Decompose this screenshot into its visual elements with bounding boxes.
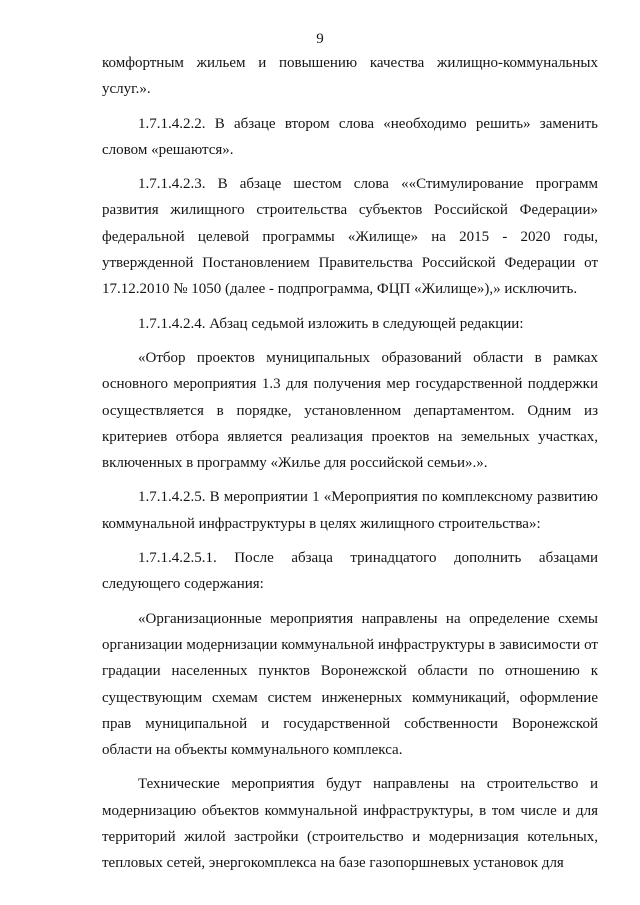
paragraph-2: 1.7.1.4.2.2. В абзаце втором слова «необходимо решить» заменить словом «решаются». [102, 115, 598, 158]
paragraph-4: 1.7.1.4.2.4. Абзац седьмой изложить в следующей редакции: [138, 315, 524, 332]
paragraph-8: «Организационные мероприятия направлены на определение схемы организации модернизации коммунальной инфраструктуры в зависимости от градации населенных пунктов Воронежской области по отношению к существующим схемам систем инженерных коммуникаций, оформление прав муниципальной и государственной собственности Воронежской области на объекты коммунального комплекса. [102, 610, 598, 759]
paragraph-1: комфортным жильем и повышению качества жилищно-коммунальных услуг.». [102, 55, 598, 98]
document-body [102, 50, 598, 877]
paragraph-6: 1.7.1.4.2.5. В мероприятии 1 «Мероприятия по комплексному развитию коммунальной инфраструктуры в целях жилищного строительства»: [102, 489, 598, 532]
page-number: 9 [316, 31, 324, 47]
paragraph-7: 1.7.1.4.2.5.1. После абзаца тринадцатого дополнить абзацами следующего содержания: [102, 550, 598, 593]
paragraph-5: «Отбор проектов муниципальных образований области в рамках основного мероприятия 1.3 для получения мер государственной поддержки осуществляется в порядке, установленном департаментом. Одним из критериев отбора является реализация проектов на земельных участках, включенных в программу «Жилье для российской семьи».». [102, 349, 598, 472]
paragraph-9: Технические мероприятия будут направлены на строительство и модернизацию объектов коммунальной инфраструктуры, в том числе и для территорий жилой застройки (строительство и модернизация котельных, тепловых сетей, энергокомплекса на базе газопоршневых установок для [102, 776, 598, 872]
paragraph-3: 1.7.1.4.2.3. В абзаце шестом слова ««Стимулирование программ развития жилищного строительства субъектов Российской Федерации» федеральной целевой программы «Жилище» на 2015 - 2020 годы, утвержденной Постановлением Правительства Российской Федерации от 17.12.2010 № 1050 (далее - подпрограмма, ФЦП «Жилище»),» исключить. [102, 176, 598, 298]
